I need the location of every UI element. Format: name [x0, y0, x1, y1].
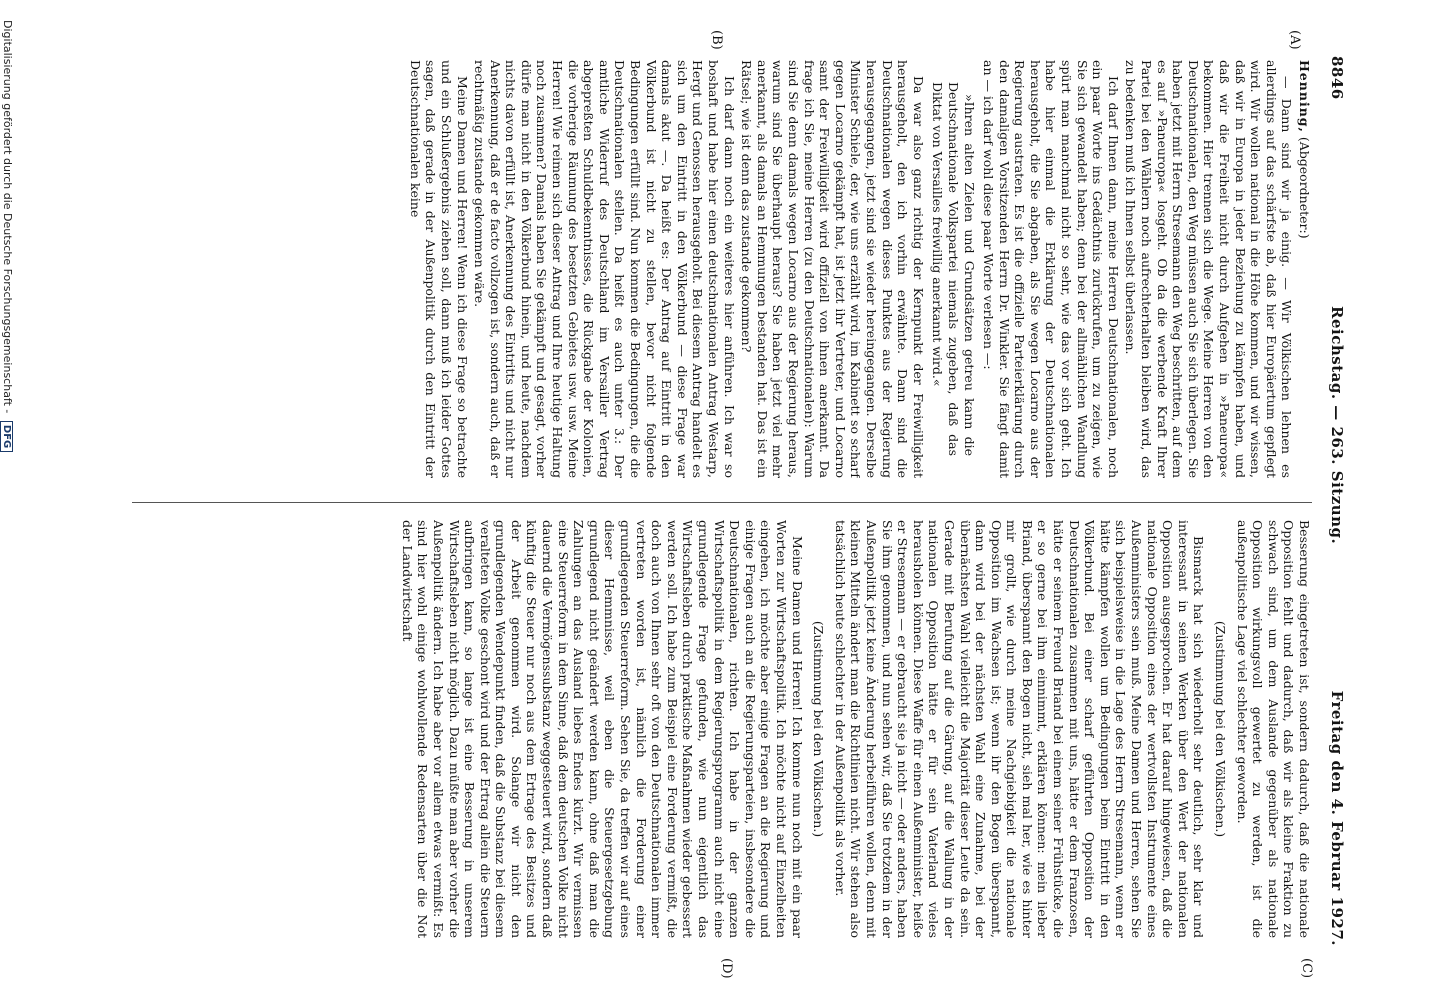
paragraph: Besserung eingetreten ist, sondern dadurch, daß die nationale Opposition fehlt und dadurch, daß wir als kleine Fraktion zu schwach sind, um dem Auslande gegenüber als nationale Opposition wirkungsvoll gewertet zu werden, ist die außenpolitische Lage viel schlechter geworden.	[1234, 520, 1312, 938]
margin-marker-d: (D)	[719, 958, 734, 979]
speaker-line: Henning, (Abgeordneter:)	[1297, 60, 1312, 239]
paragraph: Meine Damen und Herren! Wenn ich diese Frage so betrachte und ein Schlußergebnis ziehen soll, dann muß ich leider Gottes sagen, daß gerade in der Außenpolitik durch den Eintritt der Deutschnationalen keine	[407, 60, 470, 478]
quoted-declaration: »Ihren alten Zielen und Grundsätzen getreu kann die Deutschnationale Volkspartei niemals zugeben, daß das Diktat von Versailles freiwillig anerkannt wird.«	[930, 82, 977, 456]
interjection: (Zustimmung bei den Völkischen.)	[1213, 620, 1229, 838]
margin-marker-c: (C)	[1299, 958, 1314, 979]
column-divider	[132, 502, 1312, 503]
page-number: 8846	[1328, 56, 1346, 100]
left-column	[132, 60, 1312, 478]
interjection: (Zustimmung bei den Völkischen.)	[811, 620, 827, 838]
running-title: Reichstag. — 263. Sitzung.	[1328, 306, 1346, 545]
digitization-credit	[0, 20, 14, 960]
right-column	[132, 520, 1312, 938]
session-date: Freitag den 4. Februar 1927.	[1328, 690, 1346, 946]
credit-text: Digitalisierung gefördert durch die Deutsche Forschungsgemeinschaft -	[1, 20, 14, 414]
paragraph: Meine Damen und Herren! Ich komme nun noch mit ein paar Worten zur Wirtschaftspolitik. Ich möchte nicht auf Einzelheiten eingehen, ich möchte aber einige Fragen an die Regierung und einige Fragen auch an die Regierungsparteien, insbesondere die Deutschnationalen, richten. Ich habe in der ganzen Wirtschaftspolitik in dem Regierungsprogramm auch nicht eine grundlegende Frage gefunden, wie nun eigentlich das Wirtschaftsleben durch praktische Maßnahmen wieder gebessert werden soll. Ich habe zum Beispiel eine Forderung vermißt, die doch auch von Ihnen sehr oft von den Deutschnationalen immer vertreten worden ist, nämlich die Forderung einer grundlegenden Steuerreform. Sehen Sie, da treffen wir auf eines dieser Hemmnisse, weil eben die Steuergesetzgebung grundlegend nicht geändert werden kann, ohne daß man die Zahlungen an das Ausland liebes Endes kürzt. Wir vermissen eine Steuerreform in dem Sinne, daß dem deutschen Volke nicht dauernd die Vermögenssubstanz weggesteuert wird, sondern daß künftig die Steuer nur noch aus dem Ertrage des Besitzes und der Arbeit genommen wird. Solange wir nicht den grundlegenden Wendepunkt finden, daß die Substanz bei diesem veralteten Volke geschont wird und der Ertrag allein die Steuern aufbringen kann, so lange ist eine Besserung in unserem Wirtschaftsleben nicht möglich. Dazu müßte man aber vorher die Außenpolitik ändern. Ich habe aber vor allem etwas vermißt: Es sind hier wohl einige wohlwollende Redensarten über die Not der Landwirtschaft	[399, 520, 805, 938]
page-header	[1320, 56, 1346, 946]
paragraph: — Dann sind wir ja einig. — Wir Völkischen lehnen es allerdings auf das schärfste ab, daß hier Europäertum gepflegt wird. Wir wollen national in die Höhe kommen, und wir wissen, daß wir in Europa in jeder Beziehung zu kämpfen haben, und daß wir die Freiheit nicht durch Aufgehen in »Paneuropa« bekommen. Hier trennen sich die Wege. Meine Herren von den Deutschnationalen, den Weg müssen auch Sie sich überlegen. Sie haben jetzt mit Herrn Stresemann den Weg beschritten, auf dem es auf »Paneuropa« losgeht. Ob da die werbende Kraft Ihrer Partei bei den Wählern noch aufrechterhalten bleiben wird, das zu bedenken muß ich Ihnen selbst überlassen.	[1123, 60, 1295, 478]
speaker-name: Henning,	[1297, 60, 1312, 133]
speaker-role: Abgeordneter:	[1297, 141, 1312, 234]
margin-marker-b: (B)	[709, 30, 724, 50]
dfg-logo: DFG	[0, 421, 13, 452]
paragraph: Bismarck hat sich wiederholt sehr deutlich, sehr klar und interessant in seinen Werken über den Wert der nationalen Opposition ausgesprochen. Er hat darauf hingewiesen, daß die nationale Opposition eines der wertvollsten Instrumente eines Außenministers sein muß. Meine Damen und Herren, sehen Sie sich beispielsweise in die Lage des Herrn Stresemann, wenn er hätte kämpfen wollen um Bedingungen beim Eintritt in den Völkerbund. Bei einer scharf geführten Opposition der Deutschnationalen zusammen mit uns, hätte er dem Franzosen, hätte er seinem Freund Briand bei einem seiner Frühstücke, die er so gerne bei ihm einnimmt, erklären können: mein lieber Briand, überspannt den Bogen nicht, sieh mal her, wie es hinter mir grollt, wie durch meine Nachgiebigkeit die nationale Opposition im Wachsen ist; wenn ihr den Bogen überspannt, dann wird bei der nächsten Wahl eine Zunahme, bei der übernächsten Wahl vielleicht die Majorität dieser Leute da sein. Gerade mit Berufung auf die Gärung, auf die Wallung in der nationalen Opposition hätte er für sein Vaterland vieles herausholen können. Diese Waffe für einen Außenminister, heiße er Stresemann — er gebraucht sie ja nicht — oder anders, haben Sie ihm genommen, und nun sehen wir, daß Sie trotzdem in der Außenpolitik jetzt keine Änderung herbeiführen wollen, denn mit kleinen Mitteln ändert man die Richtlinien nicht. Wir stehen also tatsächlich heute schlechter in der Außenpolitik als vorher.	[832, 520, 1207, 938]
paragraph: Da war also ganz richtig der Kernpunkt der Freiwilligkeit herausgeholt, den ich vorhin erwähnte. Dann sind die Deutschnationalen wegen dieses Punktes aus der Regierung herausgegangen, jetzt sind sie wieder hereingegangen. Derselbe Minister Schiele, der, wie uns erzählt wird, im Kabinett so scharf gegen Locarno gekämpft hat, ist jetzt ihr Vertreter, und Locarno samt der Freiwilligkeit wird offiziell von ihnen anerkannt. Da frage ich Sie, meine Herren (zu den Deutschnationalen): Warum sind Sie denn damals wegen Locarno aus der Regierung heraus, warum sind Sie überhaupt heraus? Sie haben jetzt viel mehr anerkannt, als damals an Hemmungen bestanden hat. Das ist ein Rätsel; wie ist denn das zustande gekommen?	[739, 60, 926, 478]
margin-marker-a: (A)	[1287, 30, 1302, 50]
paragraph: Ich darf Ihnen dann, meine Herren Deutschnationalen, noch ein paar Worte ins Gedächtnis zurückrufen, um zu zeigen, wie Sie sich gewandelt haben; denn bei der allmählichen Wandlung spürt man manchmal nicht so sehr, wie das vor sich geht. Ich habe hier einmal die Erklärung der Deutschnationalen herausgeholt, die Sie abgaben, als Sie wegen Locarno aus der Regierung austraten. Es ist die offizielle Parteierklärung durch den damaligen Vorsitzenden Herrn Dr. Winkler. Sie fängt damit an — ich darf wohl diese paar Worte verlesen —:	[981, 60, 1121, 478]
paragraph: Ich darf dann noch ein weiteres hier anführen. Ich war so boshaft und habe hier einen deutschnationalen Antrag Westarp, Hergt und Genossen herausgeholt. Bei diesem Antrag handelt es sich um den Eintritt in den Völkerbund — diese Frage war damals akut —. Da heißt es: Der Antrag auf Eintritt in den Völkerbund ist nicht zu stellen, bevor nicht folgende Bedingungen erfüllt sind. Nun kommen die Bedingungen, die die Deutschnationalen stellen. Da heißt es auch unter 3.: Der amtliche Widerruf des Deutschland im Versailler Vertrag abgepreßten Schuldbekenntnisses, die Rückgabe der Kolonien, die vorherige Räumung des besetzten Gebietes usw. usw. Meine Herren! Wie reimen sich dieser Antrag und Ihre heutige Haltung noch zusammen? Damals haben Sie gekämpft und gesagt, vorher dürfe man nicht in den Völkerbund hinein, und heute, nachdem nichts davon erfüllt ist, Anerkennung des Eintritts und nicht nur Anerkennung, daß er de facto vollzogen ist, sondern auch, daß er rechtmäßig zustande gekommen wäre.	[472, 60, 737, 478]
